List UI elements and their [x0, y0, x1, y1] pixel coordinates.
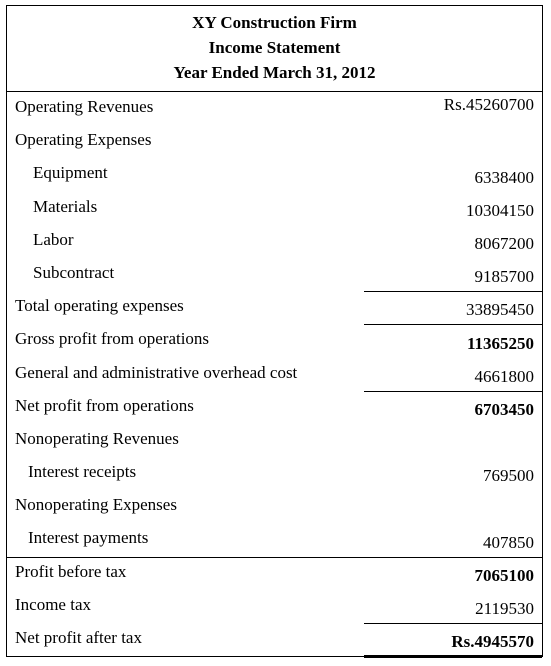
row-value: 9185700 — [474, 267, 534, 287]
row-value: 8067200 — [474, 233, 534, 253]
statement-period: Year Ended March 31, 2012 — [173, 63, 376, 82]
row-value: 7065100 — [474, 565, 534, 585]
row-gross-profit — [7, 324, 542, 357]
row-interest-payments — [7, 523, 542, 556]
row-materials — [7, 192, 542, 225]
row-value: 4661800 — [474, 366, 534, 386]
row-income-tax — [7, 590, 542, 623]
row-label: Nonoperating Revenues — [15, 428, 179, 448]
row-net-profit-operations — [7, 391, 542, 424]
row-label: Materials — [33, 196, 98, 216]
row-value: 6703450 — [474, 399, 534, 419]
row-label: Labor — [33, 229, 74, 249]
row-label: Net profit from operations — [15, 395, 194, 415]
row-value: 407850 — [483, 532, 534, 552]
row-label: Income tax — [15, 594, 91, 614]
row-operating-expenses — [7, 125, 542, 158]
row-value: 769500 — [483, 466, 534, 486]
statement-title: Income Statement — [208, 38, 341, 57]
company-name: XY Construction Firm — [192, 13, 357, 32]
row-label: Equipment — [33, 163, 108, 183]
row-labor — [7, 225, 542, 258]
row-value: 33895450 — [466, 300, 534, 320]
row-label: General and administrative overhead cost — [15, 362, 298, 382]
statement-header — [7, 6, 542, 92]
income-statement — [6, 5, 543, 657]
row-value: 11365250 — [466, 333, 534, 353]
row-profit-before-tax — [7, 557, 542, 590]
row-operating-revenues — [7, 92, 542, 125]
row-value: Rs.45260700 — [443, 95, 534, 114]
row-value: 2119530 — [475, 599, 534, 618]
row-label: Net profit after tax — [15, 628, 142, 647]
row-net-profit-after-tax — [7, 623, 542, 656]
row-value: 6338400 — [474, 167, 534, 187]
row-label: Operating Revenues — [15, 97, 154, 116]
row-equipment — [7, 158, 542, 191]
row-label: Gross profit from operations — [15, 329, 210, 349]
row-label: Operating Expenses — [15, 130, 152, 150]
row-value: Rs.4945570 — [451, 632, 534, 652]
row-label: Interest receipts — [28, 462, 137, 482]
row-overhead-cost — [7, 358, 542, 391]
row-label: Nonoperating Expenses — [15, 495, 177, 515]
row-nonoperating-revenues — [7, 424, 542, 457]
row-subcontract — [7, 258, 542, 291]
row-nonoperating-expenses — [7, 490, 542, 523]
row-label: Interest payments — [28, 528, 149, 548]
row-interest-receipts — [7, 457, 542, 490]
row-label: Total operating expenses — [15, 296, 184, 316]
row-label: Subcontract — [33, 262, 115, 282]
row-total-operating-expenses — [7, 291, 542, 324]
row-value: 10304150 — [466, 200, 534, 220]
row-label: Profit before tax — [15, 561, 127, 581]
